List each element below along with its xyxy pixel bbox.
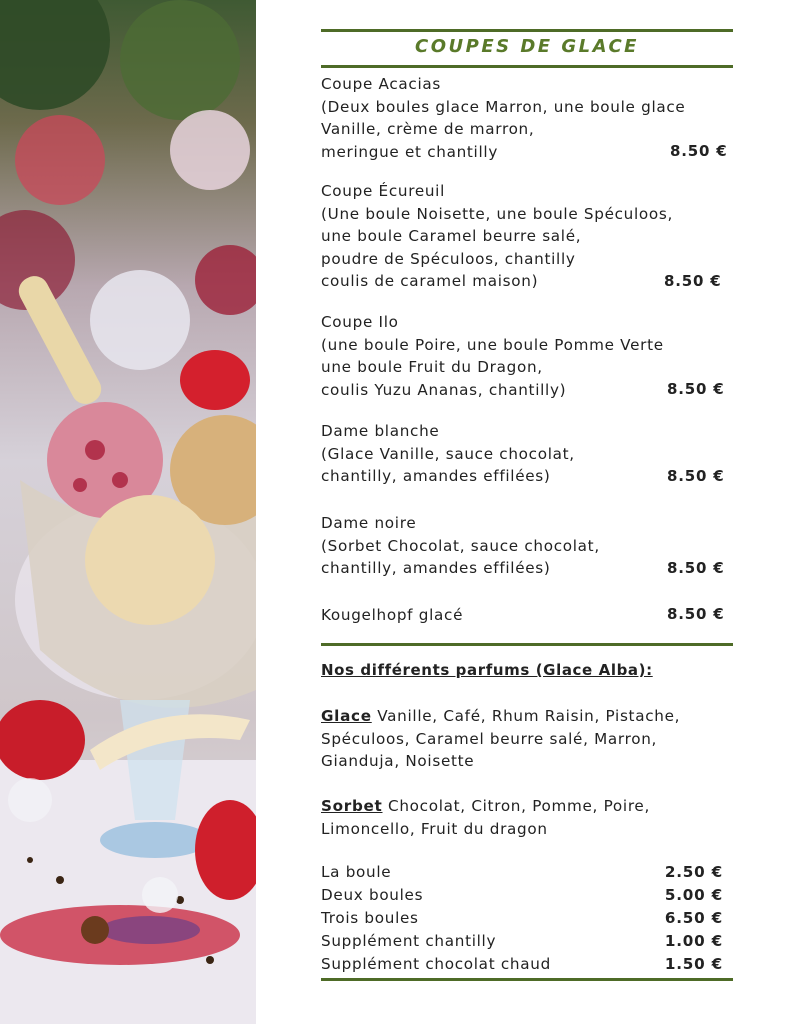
glace-text: Vanille, Café, Rhum Raisin, Pistache, [371,707,681,725]
price-value: 6.50 € [664,909,723,927]
price-value: 2.50 € [664,863,723,881]
glace-line-2: Spéculoos, Caramel beurre salé, Marron, [321,729,658,748]
price-label: Supplément chantilly [321,932,497,950]
item-description: chantilly, amandes effilées) [321,559,551,578]
price-row [321,863,733,886]
item-price: 8.50 € [667,467,725,485]
title-top-rule [321,29,733,32]
price-value: 1.00 € [664,932,723,950]
item-name: Coupe Écureuil [321,182,446,200]
item-description: (Deux boules glace Marron, une boule glace [321,97,686,116]
price-row [321,955,733,978]
item-price: 8.50 € [667,380,725,398]
section-divider [321,643,733,646]
bottom-rule [321,978,733,981]
sorbet-line-2: Limoncello, Fruit du dragon [321,819,548,838]
item-name: Dame blanche [321,422,440,440]
glace-line-3: Gianduja, Noisette [321,752,475,771]
item-description: (Une boule Noisette, une boule Spéculoos, [321,204,674,223]
glace-keyword: Glace [321,707,372,725]
item-description: poudre de Spéculoos, chantilly [321,249,576,268]
price-value: 5.00 € [664,886,723,904]
sorbet-text: Chocolat, Citron, Pomme, Poire, [382,797,650,815]
title-bottom-rule [321,65,733,68]
sorbet-keyword: Sorbet [321,797,383,815]
item-description: Vanille, crème de marron, [321,120,535,139]
item-price: 8.50 € [664,272,722,290]
item-description: (Glace Vanille, sauce chocolat, [321,444,575,463]
menu-title: COUPES DE GLACE [415,36,639,57]
item-description: meringue et chantilly [321,142,499,161]
item-description: (une boule Poire, une boule Pomme Verte [321,335,664,354]
item-name: Kougelhopf glacé [321,606,464,624]
item-description: une boule Fruit du Dragon, [321,358,543,377]
price-label: Trois boules [321,909,419,927]
price-row [321,909,733,932]
sorbet-flavours [321,795,733,840]
item-description: une boule Caramel beurre salé, [321,227,582,246]
price-label: Supplément chocolat chaud [321,955,551,973]
price-value: 1.50 € [664,955,723,973]
item-price: 8.50 € [670,142,728,160]
glace-flavours [321,705,733,773]
price-label: Deux boules [321,886,424,904]
item-name: Coupe Acacias [321,75,442,93]
item-description: chantilly, amandes effilées) [321,467,551,486]
price-row [321,932,733,955]
item-description: coulis de caramel maison) [321,272,539,291]
price-row [321,886,733,909]
item-price: 8.50 € [667,605,725,623]
item-name: Dame noire [321,514,417,532]
menu-panel [321,0,733,1024]
item-description: coulis Yuzu Ananas, chantilly) [321,380,567,399]
sorbet-line-1 [321,795,733,818]
glace-line-1 [321,705,733,728]
ice-cream-sundae-photo [0,0,256,1024]
sundae-illustration [0,0,256,1024]
item-name: Coupe Ilo [321,313,399,331]
item-description: (Sorbet Chocolat, sauce chocolat, [321,536,600,555]
item-price: 8.50 € [667,559,725,577]
price-label: La boule [321,863,392,881]
flavours-heading: Nos différents parfums (Glace Alba): [321,661,653,679]
